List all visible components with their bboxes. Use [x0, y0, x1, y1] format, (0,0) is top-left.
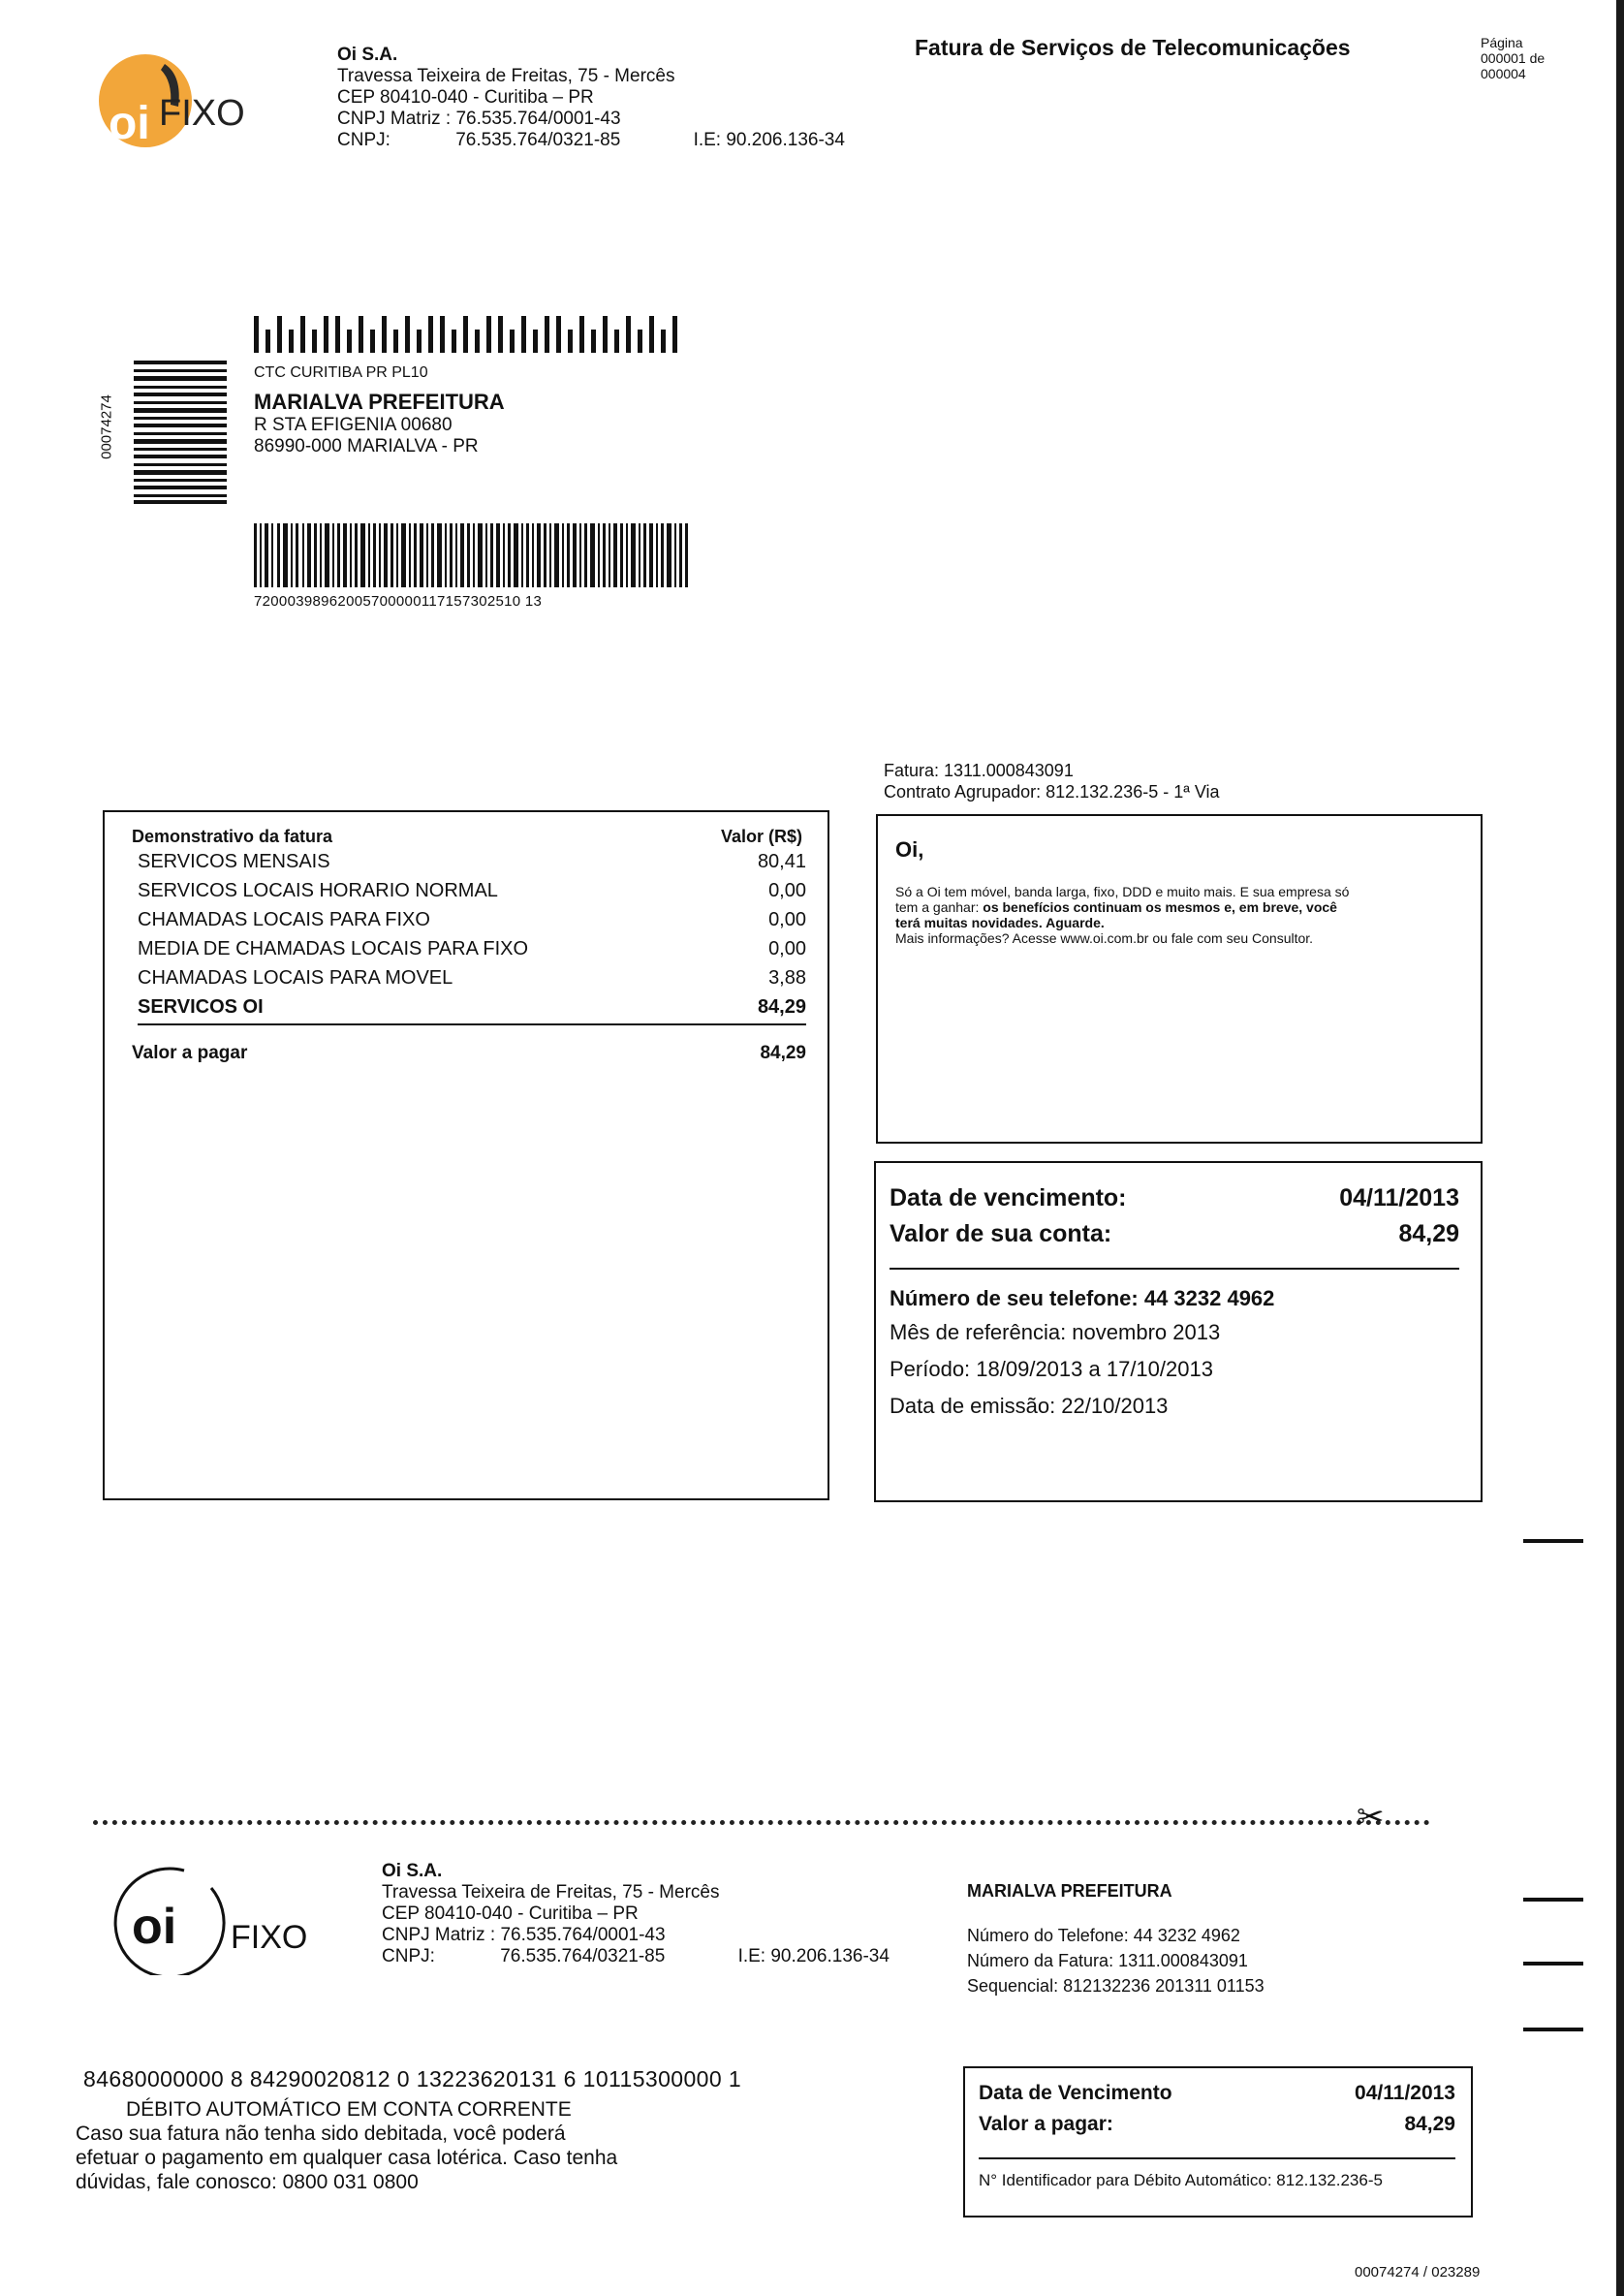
- phone-number: Número de seu telefone: 44 3232 4962: [890, 1286, 1275, 1310]
- scan-tick-3: [1523, 1962, 1583, 1966]
- footer-code: 00074274 / 023289: [1355, 2264, 1481, 2280]
- item-label: MEDIA DE CHAMADAS LOCAIS PARA FIXO: [138, 938, 529, 959]
- company-cnpj-matriz-bottom: CNPJ Matriz : 76.535.764/0001-43: [382, 1925, 666, 1945]
- company-name-bottom: Oi S.A.: [382, 1861, 443, 1881]
- recipient-barcode-number: 72000398962005700000117157302510 13: [254, 593, 543, 610]
- issue-date: Data de emissão: 22/10/2013: [890, 1394, 1169, 1418]
- message-line-2b: os benefícios continuam os mesmos e, em breve, você: [983, 899, 1337, 915]
- side-code: 00074274: [98, 394, 115, 459]
- company-cnpj-value-bottom: 76.535.764/0321-85: [500, 1946, 666, 1966]
- cut-line: [93, 1820, 1430, 1825]
- stub-customer-info: [967, 1878, 1265, 1998]
- page-total: 000004: [1481, 66, 1526, 81]
- stub-due-row: [979, 2078, 1455, 2109]
- oi-fixo-logo-top: [89, 47, 264, 153]
- side-barcode-icon: [134, 361, 227, 504]
- stub-due-label: Data de Vencimento: [979, 2082, 1172, 2104]
- page-label: Página: [1481, 35, 1523, 50]
- debit-title: DÉBITO AUTOMÁTICO EM CONTA CORRENTE: [126, 2098, 572, 2121]
- demonstrativo-title: Demonstrativo da fatura: [132, 827, 333, 846]
- stub-customer-name: MARIALVA PREFEITURA: [967, 1881, 1172, 1901]
- item-label: SERVICOS MENSAIS: [138, 851, 330, 872]
- due-row: [890, 1184, 1459, 1212]
- logo-mark-text: oi: [109, 98, 150, 149]
- recipient-name: MARIALVA PREFEITURA: [254, 390, 505, 414]
- item-label: CHAMADAS LOCAIS PARA MOVEL: [138, 967, 453, 989]
- subtotal-label: SERVICOS OI: [138, 996, 264, 1018]
- total-value: 84,29: [760, 1043, 806, 1063]
- list-item: [138, 963, 806, 992]
- demonstrativo-box: [103, 810, 829, 1500]
- message-greeting: Oi,: [895, 837, 924, 862]
- stub-phone: Número do Telefone: 44 3232 4962: [967, 1926, 1240, 1945]
- subtotal-row: [138, 992, 806, 1025]
- company-cnpj-label-bottom: CNPJ:: [382, 1946, 435, 1966]
- fatura-number: Fatura: 1311.000843091: [884, 761, 1074, 780]
- logo-mark-text-bottom: oi: [132, 1899, 177, 1955]
- debit-text-2: efetuar o pagamento em qualquer casa lotérica. Caso tenha: [76, 2147, 618, 2169]
- contrato-agrupador: Contrato Agrupador: 812.132.236-5 - 1ª Via: [884, 782, 1220, 802]
- item-label: SERVICOS LOCAIS HORARIO NORMAL: [138, 880, 498, 901]
- company-ie: I.E: 90.206.136-34: [693, 130, 845, 150]
- scissors-icon: ✂: [1357, 1799, 1385, 1836]
- company-cnpj-matriz: CNPJ Matriz : 76.535.764/0001-43: [337, 109, 621, 129]
- scan-tick-2: [1523, 1898, 1583, 1902]
- company-cnpj-value: 76.535.764/0321-85: [455, 130, 621, 150]
- stub-debit-id: N° Identificador para Débito Automático: 812.132.236-5: [979, 2171, 1383, 2189]
- message-line-1: Só a Oi tem móvel, banda larga, fixo, DDD e muito mais. E sua empresa só: [895, 884, 1350, 899]
- company-ie-bottom: I.E: 90.206.136-34: [737, 1946, 890, 1966]
- item-value: 0,00: [768, 909, 806, 930]
- recipient-barcode-icon: [254, 523, 688, 587]
- item-value: 0,00: [768, 938, 806, 959]
- debit-text-1: Caso sua fatura não tenha sido debitada, você poderá: [76, 2123, 566, 2145]
- message-box: [876, 814, 1483, 1144]
- oi-fixo-logo-bottom: [107, 1859, 320, 1975]
- digitable-line: 84680000000 8 84290020812 0 13223620131 6 10115300000 1: [83, 2066, 742, 2092]
- company-street: Travessa Teixeira de Freitas, 75 - Mercês: [337, 66, 675, 86]
- reference-month: Mês de referência: novembro 2013: [890, 1320, 1221, 1344]
- message-line-4: Mais informações? Acesse www.oi.com.br ou fale com seu Consultor.: [895, 930, 1314, 946]
- company-address-bottom: [382, 1861, 924, 1967]
- item-value: 0,00: [768, 880, 806, 901]
- company-cep: CEP 80410-040 - Curitiba – PR: [337, 87, 594, 108]
- item-label: CHAMADAS LOCAIS PARA FIXO: [138, 909, 430, 930]
- stub-due-value: 04/11/2013: [1355, 2082, 1455, 2104]
- amount-value: 84,29: [1398, 1220, 1459, 1247]
- stub-invoice: Número da Fatura: 1311.000843091: [967, 1951, 1248, 1970]
- page-current: 000001 de: [1481, 50, 1546, 66]
- amount-label: Valor de sua conta:: [890, 1220, 1112, 1247]
- amount-row: [890, 1220, 1459, 1270]
- stub-sequence: Sequencial: 812132236 201311 01153: [967, 1976, 1265, 1996]
- company-cnpj-label: CNPJ:: [337, 130, 390, 150]
- company-address-top: [337, 45, 880, 151]
- item-value: 80,41: [757, 851, 806, 872]
- debit-info: [76, 2097, 657, 2194]
- logo-word-text: FIXO: [159, 93, 245, 134]
- stub-payment-box: [963, 2066, 1473, 2217]
- scan-tick-4: [1523, 2028, 1583, 2031]
- due-label: Data de vencimento:: [890, 1184, 1127, 1211]
- demonstrativo-items: [132, 847, 806, 1025]
- subtotal-value: 84,29: [757, 996, 806, 1018]
- page-indicator: [1481, 35, 1545, 81]
- company-street-bottom: Travessa Teixeira de Freitas, 75 - Mercês: [382, 1882, 720, 1903]
- company-name: Oi S.A.: [337, 45, 398, 65]
- message-line-2a: tem a ganhar:: [895, 899, 984, 915]
- billing-period: Período: 18/09/2013 a 17/10/2013: [890, 1357, 1213, 1381]
- summary-box: [874, 1161, 1483, 1502]
- list-item: [138, 934, 806, 963]
- recipient-block: [254, 364, 505, 457]
- stub-amount-value: 84,29: [1404, 2113, 1455, 2135]
- recipient-city: 86990-000 MARIALVA - PR: [254, 436, 479, 456]
- list-item: [138, 847, 806, 876]
- total-label: Valor a pagar: [132, 1043, 248, 1063]
- recipient-street: R STA EFIGENIA 00680: [254, 415, 453, 435]
- list-item: [138, 905, 806, 934]
- demonstrativo-header: [132, 826, 806, 847]
- invoice-ref: [884, 760, 1220, 802]
- postal-barcode-icon: [254, 316, 680, 353]
- postal-route: CTC CURITIBA PR PL10: [254, 364, 428, 381]
- scan-edge-right: [1616, 0, 1624, 2296]
- message-line-3: terá muitas novidades. Aguarde.: [895, 915, 1105, 930]
- due-value: 04/11/2013: [1339, 1184, 1459, 1211]
- message-body: [895, 884, 1463, 946]
- debit-text-3: dúvidas, fale conosco: 0800 031 0800: [76, 2171, 419, 2193]
- company-cep-bottom: CEP 80410-040 - Curitiba – PR: [382, 1903, 639, 1924]
- list-item: [138, 876, 806, 905]
- item-value: 3,88: [768, 967, 806, 989]
- total-row: [132, 1043, 806, 1064]
- invoice-title: Fatura de Serviços de Telecomunicações: [915, 35, 1351, 60]
- stub-amount-label: Valor a pagar:: [979, 2113, 1113, 2135]
- scan-tick-1: [1523, 1539, 1583, 1543]
- stub-amount-row: [979, 2109, 1455, 2159]
- value-header: Valor (R$): [720, 827, 802, 846]
- logo-word-text-bottom: FIXO: [231, 1919, 308, 1956]
